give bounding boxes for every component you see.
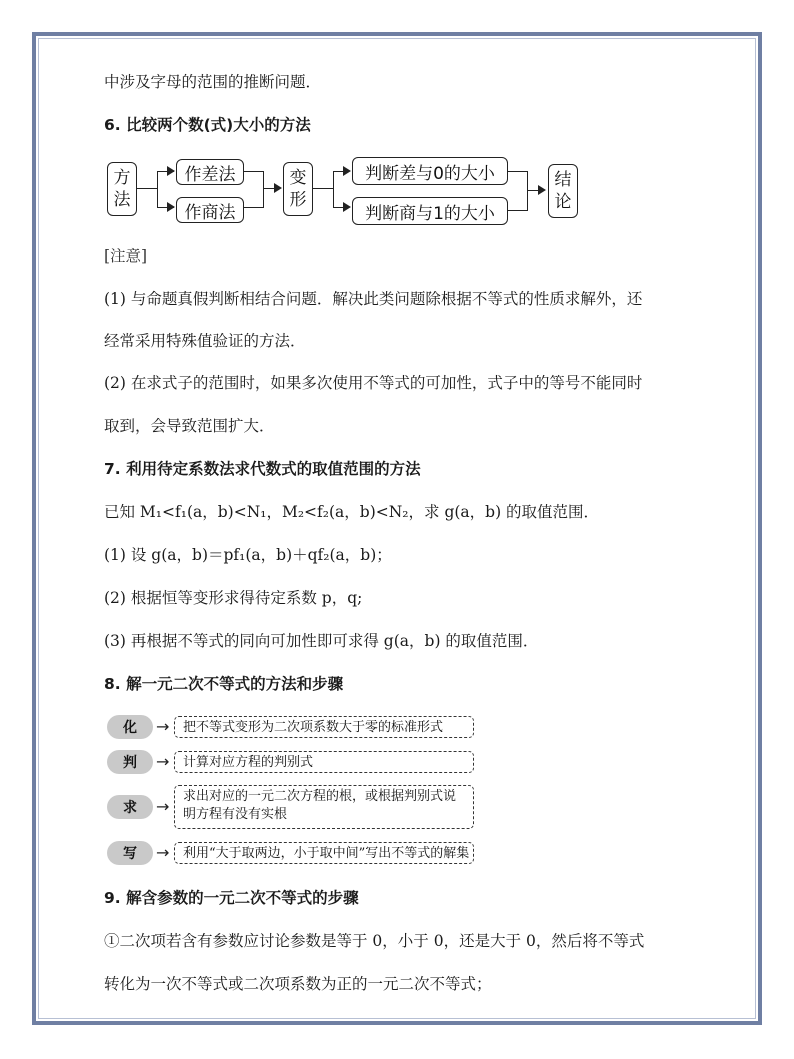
step-tag-transform: 化 <box>107 715 153 739</box>
flow-node-difference: 作差法 <box>176 159 244 185</box>
text-line: 已知 M₁<f₁(a，b)<N₁，M₂<f₂(a，b)<N₂，求 g(a，b) 的取值范围． <box>104 503 600 521</box>
step-text: 把不等式变形为二次项系数大于零的标准形式 <box>174 716 474 738</box>
flow-node-method: 方 法 <box>107 162 137 216</box>
text-line: 经常采用特殊值验证的方法． <box>104 332 306 350</box>
section-heading-6: 6. 比较两个数(式)大小的方法 <box>104 116 311 134</box>
arrow-right-icon: → <box>156 797 170 816</box>
section-heading-9: 9. 解含参数的一元二次不等式的步骤 <box>104 889 359 907</box>
text-line: 转化为一次不等式或二次项系数为正的一元二次不等式； <box>104 975 492 993</box>
text-line: (2) 在求式子的范围时，如果多次使用不等式的可加性，式子中的等号不能同时 <box>104 374 643 392</box>
text-line: 取到，会导致范围扩大． <box>104 417 275 435</box>
text-line: (1) 设 g(a，b)＝pf₁(a，b)＋qf₂(a，b)； <box>104 546 392 564</box>
text-line: (1) 与命题真假判断相结合问题．解决此类问题除根据不等式的性质求解外，还 <box>104 290 643 308</box>
arrow-right-icon: → <box>156 752 170 771</box>
step-text: 计算对应方程的判别式 <box>174 751 474 773</box>
step-text: 利用“大于取两边，小于取中间”写出不等式的解集 <box>174 842 474 864</box>
flow-node-conclusion: 结 论 <box>548 164 578 218</box>
flow-node-judge-difference: 判断差与0的大小 <box>352 157 508 185</box>
section-heading-7: 7. 利用待定系数法求代数式的取值范围的方法 <box>104 460 421 478</box>
flow-node-transform: 变 形 <box>283 162 313 216</box>
step-tag-solve: 求 <box>107 795 153 819</box>
text-line: (2) 根据恒等变形求得待定系数 p，q; <box>104 589 363 607</box>
step-tag-write: 写 <box>107 841 153 865</box>
text-line: 中涉及字母的范围的推断问题． <box>104 73 322 91</box>
flow-node-judge-quotient: 判断商与1的大小 <box>352 197 508 225</box>
arrow-right-icon: → <box>156 717 170 736</box>
section-heading-8: 8. 解一元二次不等式的方法和步骤 <box>104 675 344 693</box>
step-tag-judge: 判 <box>107 750 153 774</box>
step-text: 求出对应的一元二次方程的根，或根据判别式说明方程有没有实根 <box>174 785 474 829</box>
flow-node-quotient: 作商法 <box>176 197 244 223</box>
text-line: ①二次项若含有参数应讨论参数是等于 0，小于 0，还是大于 0，然后将不等式 <box>104 932 645 950</box>
note-label: [注意] <box>104 247 148 265</box>
text-line: (3) 再根据不等式的同向可加性即可求得 g(a，b) 的取值范围． <box>104 632 539 650</box>
arrow-right-icon: → <box>156 843 170 862</box>
